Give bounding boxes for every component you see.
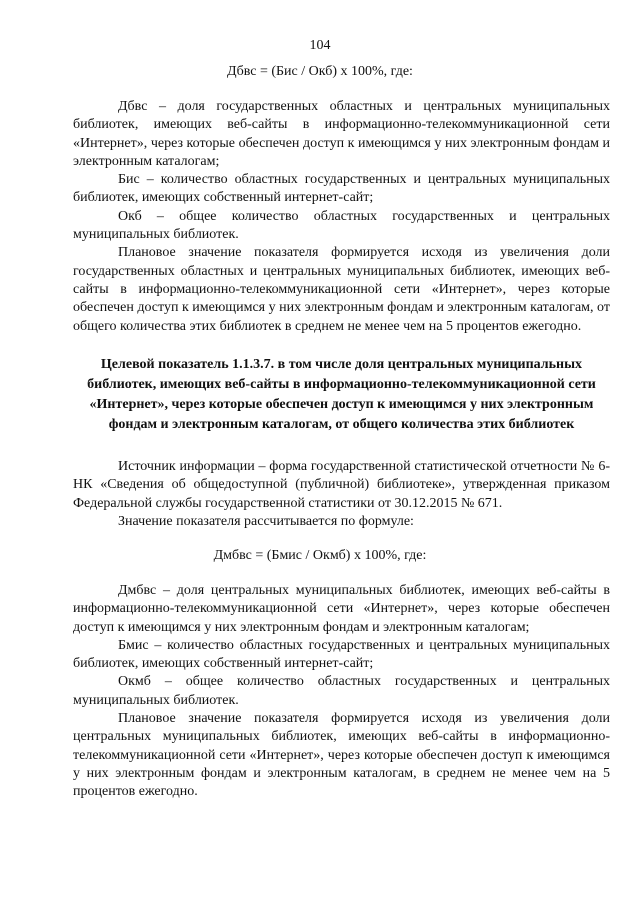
definition-dmbvs: Дмбвс – доля центральных муниципальных библиотек, имеющих веб-сайты в информационно-телекоммуникационной сети «Интернет», через которые обеспечен доступ к имеющимся у них электронным фондам и электронным каталогам; (73, 583, 610, 635)
page-number: 104 (309, 38, 331, 53)
definition-okmb: Окмб – общее количество областных государственных и центральных муниципальных библиотек. (73, 674, 610, 708)
planned-value-paragraph-1: Плановое значение показателя формируется исходя из увеличения доли государственных областных и центральных муниципальных библиотек, имеющих веб-сайты в информационно-телекоммуникационной сети «Интернет», через которые обеспечен доступ к имеющимся у них электронным фондам и электронным каталогам, от общего количества этих библиотек в среднем не менее чем на 5 процентов ежегодно. (73, 245, 610, 334)
definition-dbvs: Дбвс – доля государственных областных и центральных муниципальных библиотек, имеющих веб-сайты в информационно-телекоммуникационной сети «Интернет», через которые обеспечен доступ к имеющимся у них электронным фондам и электронным каталогам; (73, 99, 610, 169)
formula-intro: Значение показателя рассчитывается по формуле: (118, 513, 414, 529)
definitions-block-2 (73, 582, 610, 802)
definitions-block-1 (73, 98, 610, 336)
formula-dbvs: Дбвс = (Бис / Окб) х 100%, где: (227, 64, 413, 79)
definition-bis: Бис – количество областных государственных и центральных муниципальных библиотек, имеющих собственный интернет-сайт; (73, 172, 610, 206)
planned-value-paragraph-2: Плановое значение показателя формируется исходя из увеличения доли центральных муниципальных библиотек, имеющих веб-сайты в информационно-телекоммуникационной сети «Интернет», через которые обеспечен доступ к имеющимся у них электронным фондам и электронным каталогам, в среднем не менее чем на 5 процентов ежегодно. (73, 711, 610, 800)
formula-dmbvs: Дмбвс = (Бмис / Окмб) х 100%, где: (213, 548, 427, 563)
indicator-heading: Целевой показатель 1.1.3.7. в том числе доля центральных муниципальных библиотек, имеющих веб-сайты в информационно-телекоммуникационной сети «Интернет», через которые обеспечен доступ к имеющимся у них электронным фондам и электронным каталогам, от общего количества этих библиотек (87, 357, 596, 432)
definition-okb: Окб – общее количество областных государственных и центральных муниципальных библиотек. (73, 208, 610, 243)
definition-bmis: Бмис – количество областных государственных и центральных муниципальных библиотек, имеющих собственный интернет-сайт; (73, 637, 610, 672)
source-block (73, 458, 610, 531)
information-source: Источник информации – форма государственной статистической отчетности № 6-НК «Сведения об общедоступной (публичной) библиотеке», утвержденная приказом Федеральной службы государственной статистики от 30.12.2015 № 671. (73, 459, 610, 511)
